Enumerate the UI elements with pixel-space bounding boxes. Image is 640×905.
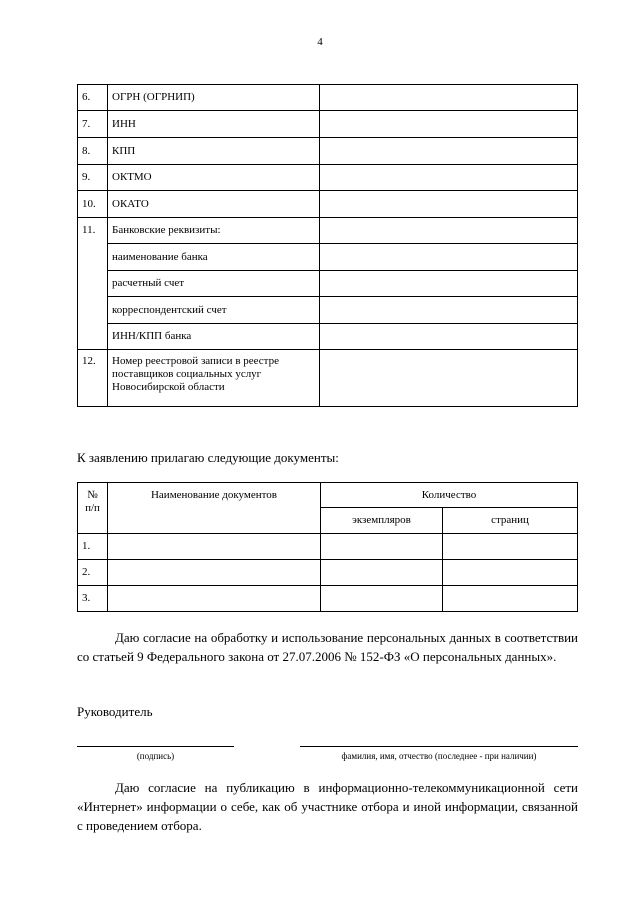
signature-line[interactable] [77, 746, 234, 747]
row-value-cell[interactable] [320, 165, 578, 191]
row-label: наименование банка [108, 244, 320, 271]
row-number: 12. [78, 350, 108, 407]
header-document-name: Наименование документов [108, 483, 321, 534]
row-number [78, 324, 108, 350]
signature-caption: (подпись) [136, 751, 175, 761]
row-number [78, 244, 108, 271]
applicant-info-table [77, 84, 578, 407]
row-value-cell[interactable] [320, 138, 578, 165]
document-name-cell[interactable] [108, 586, 321, 612]
table-row [78, 244, 578, 271]
table-row [78, 111, 578, 138]
row-label: ОГРН (ОГРНИП) [108, 85, 320, 111]
pages-cell[interactable] [443, 586, 578, 612]
head-label: Руководитель [77, 704, 153, 719]
row-number [78, 297, 108, 324]
header-pages: страниц [443, 508, 578, 534]
table-row [78, 534, 578, 560]
row-label: расчетный счет [108, 271, 320, 297]
header-quantity: Количество [321, 483, 578, 508]
table-row [78, 191, 578, 218]
row-number: 10. [78, 191, 108, 218]
row-value-cell[interactable] [320, 111, 578, 138]
row-number: 9. [78, 165, 108, 191]
row-number: 6. [78, 85, 108, 111]
row-value-cell[interactable] [320, 350, 578, 407]
row-label: ИНН [108, 111, 320, 138]
row-label: корреспондентский счет [108, 297, 320, 324]
row-label: КПП [108, 138, 320, 165]
row-number [78, 271, 108, 297]
header-number: № п/п [78, 483, 108, 534]
attached-documents-table [77, 482, 578, 612]
attachments-intro: К заявлению прилагаю следующие документы: [77, 450, 339, 465]
row-value-cell[interactable] [320, 85, 578, 111]
full-name-line[interactable] [300, 746, 578, 747]
full-name-caption: фамилия, имя, отчество (последнее - при наличии) [341, 751, 537, 761]
table-row [78, 297, 578, 324]
row-value-cell[interactable] [320, 324, 578, 350]
copies-cell[interactable] [321, 586, 443, 612]
row-number: 8. [78, 138, 108, 165]
table-row [78, 271, 578, 297]
row-label: ОКАТО [108, 191, 320, 218]
pages-cell[interactable] [443, 560, 578, 586]
document-name-cell[interactable] [108, 534, 321, 560]
row-number: 11. [78, 218, 108, 244]
document-name-cell[interactable] [108, 560, 321, 586]
row-label: ИНН/КПП банка [108, 324, 320, 350]
row-number: 7. [78, 111, 108, 138]
page-number: 4 [317, 36, 323, 48]
header-copies: экземпляров [321, 508, 443, 534]
row-number: 3. [78, 586, 108, 612]
row-value-cell[interactable] [320, 297, 578, 324]
table-header-row [78, 483, 578, 508]
table-row [78, 218, 578, 244]
consent-personal-data: Даю согласие на обработку и использование персональных данных в соответствии со статьей 9 Федерального закона от 27.07.2006 № 152-ФЗ «О персональных данных». [77, 630, 578, 664]
row-label: Номер реестровой записи в реестре поставщиков социальных услуг Новосибирской области [108, 350, 320, 407]
table-row [78, 85, 578, 111]
table-row [78, 138, 578, 165]
table-row [78, 560, 578, 586]
row-value-cell[interactable] [320, 271, 578, 297]
row-value-cell[interactable] [320, 244, 578, 271]
row-label: ОКТМО [108, 165, 320, 191]
table-row [78, 324, 578, 350]
table-row [78, 165, 578, 191]
pages-cell[interactable] [443, 534, 578, 560]
consent-publication: Даю согласие на публикацию в информационно-телекоммуникационной сети «Интернет» информации о себе, как об участнике отбора и иной информации, связанной с проведением отбора. [77, 780, 578, 833]
table-row [78, 586, 578, 612]
row-number: 1. [78, 534, 108, 560]
row-value-cell[interactable] [320, 191, 578, 218]
table-row [78, 350, 578, 407]
row-value-cell[interactable] [320, 218, 578, 244]
copies-cell[interactable] [321, 560, 443, 586]
row-label: Банковские реквизиты: [108, 218, 320, 244]
row-number: 2. [78, 560, 108, 586]
copies-cell[interactable] [321, 534, 443, 560]
